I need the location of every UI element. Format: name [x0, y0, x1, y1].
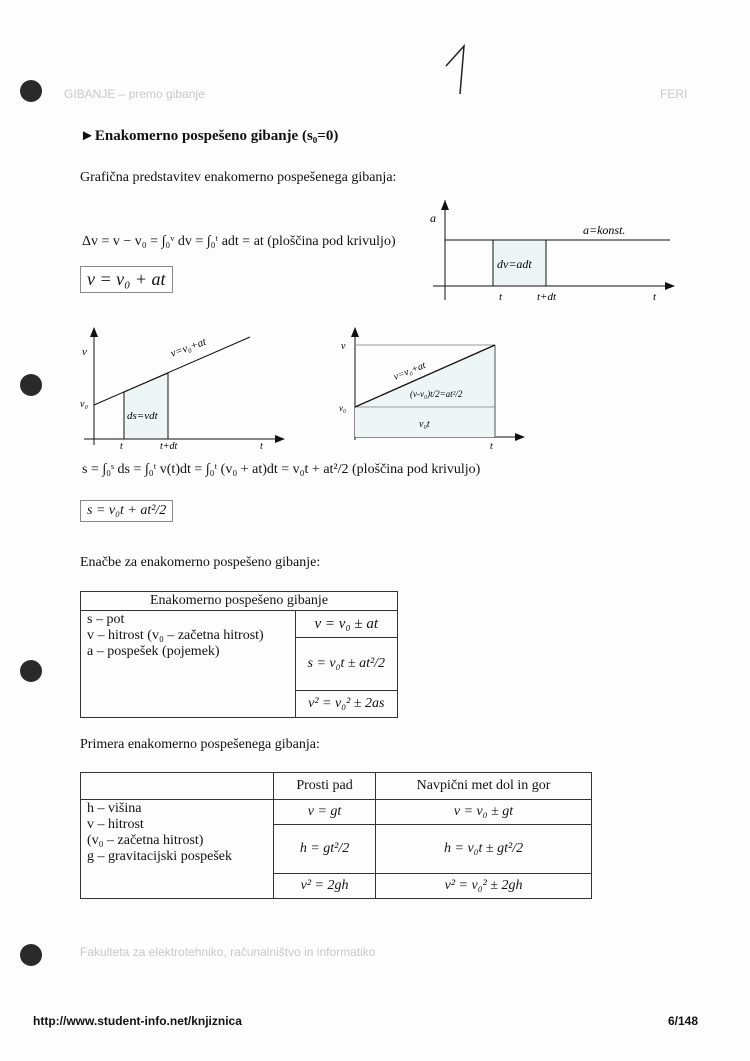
legend-item: v – hitrost: [87, 817, 144, 833]
v0-label: v₀: [80, 399, 88, 410]
axis-label-v: v: [82, 346, 87, 358]
legend-item: (v₀ – začetna hitrost): [87, 833, 204, 849]
col-vertical-throw: Navpični met dol in gor: [376, 773, 592, 800]
const-label: a=konst.: [583, 223, 626, 237]
table-title: Enakomerno pospešeno gibanje: [81, 592, 398, 611]
eq-s: s = v₀t ± at²/2: [295, 638, 397, 691]
punch-hole: [20, 944, 42, 966]
rect-label: v₀t: [419, 419, 430, 430]
punch-hole: [20, 660, 42, 682]
footer-url[interactable]: http://www.student-info.net/knjiznica: [33, 1014, 242, 1028]
v0-label: v₀: [339, 403, 347, 413]
header-left: GIBANJE – premo gibanje: [64, 87, 205, 101]
area-label: dv=adt: [497, 257, 532, 271]
tick-t-dt: t+dt: [160, 441, 178, 450]
legend-item: a – pospešek (pojemek): [87, 644, 220, 660]
cell: h = v₀t ± gt²/2: [376, 825, 592, 874]
examples-intro: Primera enakomerno pospešenega gibanja:: [80, 737, 320, 752]
cell: v² = v₀² ± 2gh: [376, 874, 592, 899]
axis-label-v: v: [341, 341, 346, 352]
tick-t-dt: t+dt: [537, 291, 557, 303]
triangle-label: (v-v₀)t/2=at²/2: [410, 389, 463, 399]
graph-velocity-area: [335, 325, 530, 450]
tick-t: t: [499, 291, 503, 303]
footer-page-number: 6/148: [668, 1014, 699, 1028]
intro-text: Grafična predstavitev enakomerno pospešenega gibanja:: [80, 170, 397, 185]
eq-s-box: s = v₀t + at²/2: [80, 500, 173, 522]
eq-v: v = v₀ ± at: [295, 611, 397, 638]
tick-t: t: [120, 441, 123, 450]
cell: v = gt: [274, 800, 376, 825]
cell: h = gt²/2: [274, 825, 376, 874]
area-label: ds=vdt: [127, 410, 158, 422]
line-label: v=v₀+at: [392, 359, 428, 383]
axis-label-a: a: [430, 211, 436, 225]
eq-s: s = ∫₀ˢ ds = ∫₀ᵗ v(t)dt = ∫₀ᵗ (v₀ + at)dt = v₀t + at²/2 (ploščina pod krivuljo): [82, 462, 481, 477]
section-title: ►Enakomerno pospešeno gibanje (s₀=0): [80, 128, 339, 144]
handwritten-number-1: [440, 40, 480, 100]
cell: v = v₀ ± gt: [376, 800, 592, 825]
faculty-footer: Fakulteta za elektrotehniko, računalništvo in informatiko: [80, 945, 376, 959]
graph-acceleration: [425, 200, 685, 310]
axis-label-t: t: [490, 441, 493, 450]
equations-intro: Enačbe za enakomerno pospešeno gibanje:: [80, 555, 321, 570]
eq-dv: Δv = v − v₀ = ∫₀ᵛ dv = ∫₀ᵗ adt = at (ploščina pod krivuljo): [82, 234, 396, 249]
punch-hole: [20, 80, 42, 102]
cell: v² = 2gh: [274, 874, 376, 899]
eq-v-box: v = v₀ + at: [80, 266, 173, 293]
header-right: FERI: [660, 87, 688, 101]
axis-label-t: t: [260, 441, 263, 450]
punch-hole: [20, 374, 42, 396]
equations-table: [80, 591, 398, 718]
examples-table: [80, 772, 592, 899]
line-label: v=v₀+at: [168, 335, 208, 360]
legend-item: v – hitrost (v₀ – začetna hitrost): [87, 628, 264, 644]
axis-label-t: t: [653, 291, 657, 303]
eq-v2: v² = v₀² ± 2as: [295, 691, 397, 718]
legend-item: h – višina: [87, 801, 142, 816]
legend-item: g – gravitacijski pospešek: [87, 849, 233, 865]
graph-velocity-ds: [80, 325, 290, 450]
legend-item: s – pot: [87, 612, 125, 627]
col-free-fall: Prosti pad: [274, 773, 376, 800]
